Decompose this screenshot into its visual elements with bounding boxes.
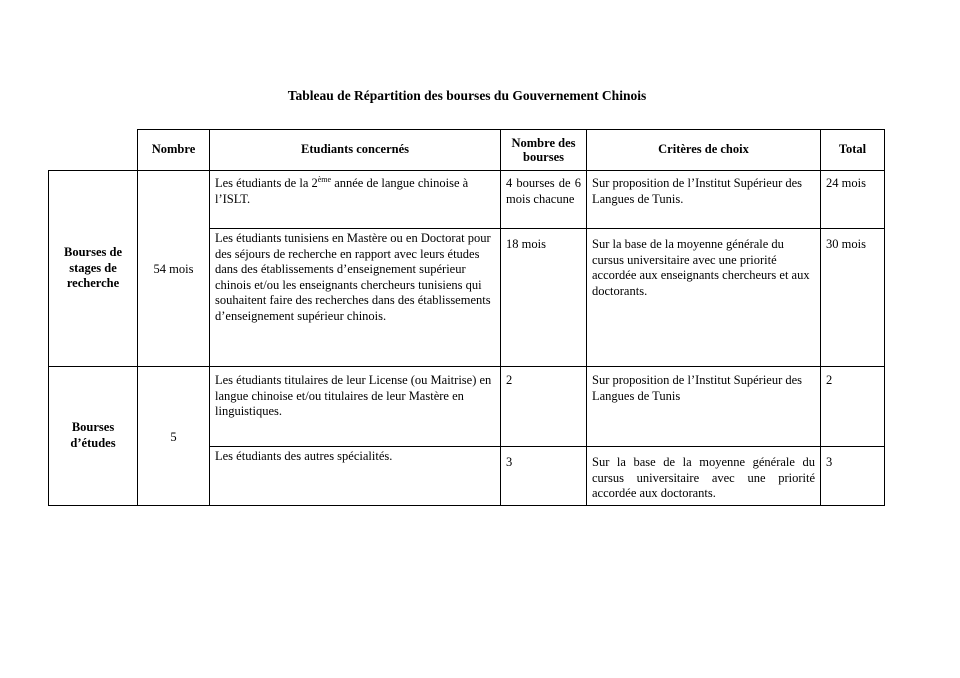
header-etudiants: Etudiants concernés [210, 130, 501, 171]
header-total: Total [821, 130, 885, 171]
bourses-cell: 2 [501, 367, 587, 447]
table-row [49, 367, 885, 447]
etudiants-cell: Les étudiants tunisiens en Mastère ou en Doctorat pour des séjours de recherche en rapport avec leurs études dans des établissements d’enseignement supérieur chinois et/ou les enseignants chercheurs tunisiens qui souhaitent faire des recherches dans des établissements d’enseignement supérieur chinois. [210, 229, 501, 367]
total-cell: 2 [821, 367, 885, 447]
etudiants-cell [210, 171, 501, 229]
table-header-row [49, 130, 885, 171]
header-nombre-bourses: Nombre des bourses [501, 130, 587, 171]
header-blank-cell [49, 130, 138, 171]
etudiants-text-post: année de langue chinoise à l’ISLT. [215, 176, 469, 206]
bourses-cell: 4 bourses de 6 mois chacune [501, 171, 587, 229]
bourses-cell: 3 [501, 447, 587, 506]
total-cell: 30 mois [821, 229, 885, 367]
criteres-cell: Sur la base de la moyenne générale du cursus universitaire avec une priorité accordée aux enseignants chercheurs et aux doctorants. [587, 229, 821, 367]
total-cell: 24 mois [821, 171, 885, 229]
header-nombre: Nombre [138, 130, 210, 171]
total-cell: 3 [821, 447, 885, 506]
scholarship-table [48, 129, 885, 506]
etudiants-cell: Les étudiants titulaires de leur License (ou Maitrise) en langue chinoise et/ou titulaires de leur Mastère en linguistiques. [210, 367, 501, 447]
table-row [49, 171, 885, 229]
bourses-cell: 18 mois [501, 229, 587, 367]
criteres-cell: Sur proposition de l’Institut Supérieur des Langues de Tunis. [587, 171, 821, 229]
category-cell: Bourses de stages de recherche [49, 171, 138, 367]
etudiants-text-pre: Les étudiants de la 2 [215, 176, 318, 190]
criteres-cell: Sur proposition de l’Institut Supérieur des Langues de Tunis [587, 367, 821, 447]
header-criteres: Critères de choix [587, 130, 821, 171]
nombre-cell: 5 [138, 367, 210, 506]
etudiants-superscript: ème [317, 174, 332, 184]
nombre-cell: 54 mois [138, 171, 210, 367]
category-cell: Bourses d’études [49, 367, 138, 506]
criteres-cell: Sur la base de la moyenne générale du cursus universitaire avec une priorité accordée aux doctorants. [587, 447, 821, 506]
document-title: Tableau de Répartition des bourses du Gouvernement Chinois [287, 88, 647, 103]
etudiants-cell: Les étudiants des autres spécialités. [210, 447, 501, 506]
